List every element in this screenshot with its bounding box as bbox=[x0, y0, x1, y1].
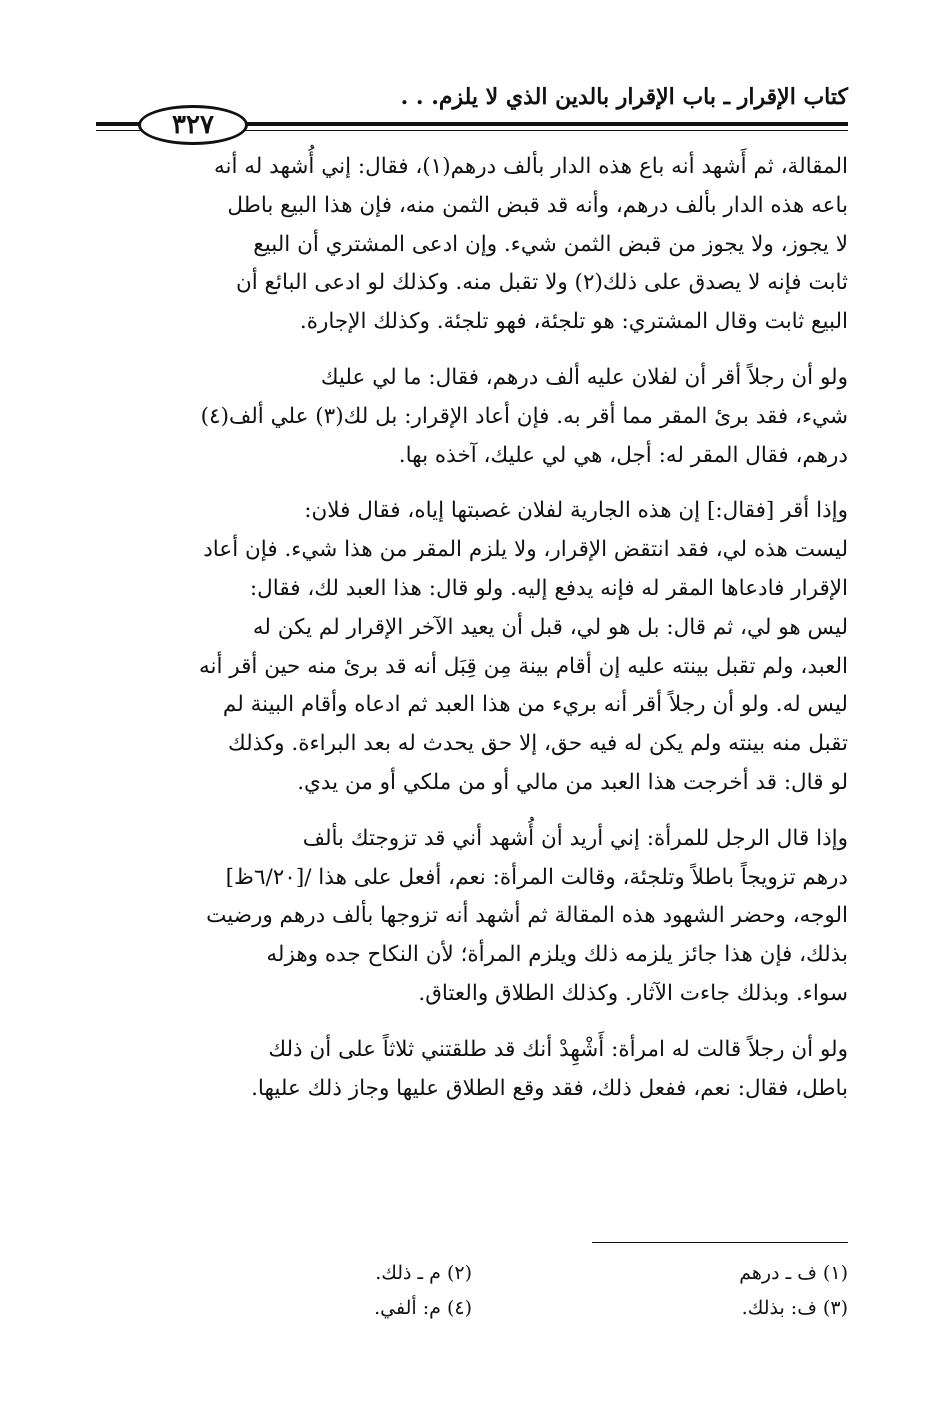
text-line: وإذا أقر [فقال:] إن هذه الجارية لفلان غصبتها إياه، فقال فلان: bbox=[304, 498, 848, 524]
text-line: درهم، فقال المقر له: أجل، هي لي عليك، آخذه بها. bbox=[398, 442, 848, 468]
text-line: تقبل منه بينته ولم يكن له فيه حق، إلا حق يحدث له بعد البراءة. وكذلك bbox=[227, 731, 848, 757]
text-line: لو قال: قد أخرجت هذا العبد من مالي أو من ملكي أو من يدي. bbox=[297, 769, 848, 795]
text-line: المقالة، ثم أَشهد أنه باع هذه الدار بألف درهم(١)، فقال: إني أُشهد له أنه bbox=[213, 154, 848, 179]
text-line: البيع ثابت وقال المشتري: هو تلجئة، فهو تلجئة. وكذلك الإجارة. bbox=[299, 309, 848, 335]
paragraph bbox=[96, 148, 848, 342]
running-header bbox=[96, 78, 848, 138]
text-line: شيء، فقد برئ المقر مما أقر به. فإن أعاد الإقرار: بل لك(٣) علي ألف(٤) bbox=[200, 403, 848, 429]
footnote-row bbox=[96, 1256, 848, 1291]
header-title: كتاب الإقرار ـ باب الإقرار بالدين الذي لا يلزم. . . bbox=[400, 84, 848, 110]
text-line: ليست هذه لي، فقد انتقض الإقرار، ولا يلزم المقر من هذا شيء. فإن أعاد bbox=[203, 537, 848, 563]
paragraph bbox=[96, 359, 848, 475]
text-line: الإقرار فادعاها المقر له فإنه يدفع إليه. ولو قال: هذا العبد لك، فقال: bbox=[249, 575, 848, 601]
text-line: الوجه، وحضر الشهود هذه المقالة ثم أشهد أنه تزوجها بألف درهم ورضيت bbox=[206, 903, 848, 929]
page-number: ٣٢٧ bbox=[138, 105, 248, 145]
footnote: (٢) م ـ ذلك. bbox=[375, 1262, 472, 1284]
text-line: ولو أن رجلاً قالت له امرأة: أَشْهِدْ أنك قد طلقتني ثلاثاً على أن ذلك bbox=[268, 1036, 848, 1062]
text-line: باطل، فقال: نعم، ففعل ذلك، فقد وقع الطلاق عليها وجاز ذلك عليها. bbox=[251, 1075, 848, 1101]
text-line: وإذا قال الرجل للمرأة: إني أريد أن أُشهد أني قد تزوجتك بألف bbox=[302, 825, 848, 851]
footnotes bbox=[96, 1256, 848, 1326]
footnote: (٤) م: ألفي. bbox=[374, 1297, 472, 1319]
paragraph bbox=[96, 820, 848, 1014]
text-line: ولو أن رجلاً أقر أن لفلان عليه ألف درهم، فقال: ما لي عليك bbox=[320, 364, 848, 390]
text-line: العبد، ولم تقبل بينته عليه إن أقام بينة مِن قِبَل أنه قد برئ منه حين أقر أنه bbox=[198, 653, 848, 679]
paragraph bbox=[96, 1031, 848, 1109]
text-line: ليس هو لي، ثم قال: بل هو لي، قبل أن يعيد الآخر الإقرار لم يكن له bbox=[252, 614, 848, 640]
text-line: درهم تزويجاً باطلاً وتلجئة، وقالت المرأة: نعم، أفعل على هذا /[٦/٢٠ظ] bbox=[225, 864, 848, 890]
text-line: ثابت فإنه لا يصدق على ذلك(٢) ولا تقبل منه. وكذلك لو ادعى البائع أن bbox=[235, 270, 848, 296]
footnote-row bbox=[96, 1291, 848, 1326]
text-line: ليس له. ولو أن رجلاً أقر أنه بريء من هذا العبد ثم ادعاه وأقام البينة لم bbox=[222, 692, 848, 718]
footnote: (٣) ف: بذلك. bbox=[741, 1297, 848, 1319]
text-line: لا يجوز، ولا يجوز من قبض الثمن شيء. وإن ادعى المشتري أن البيع bbox=[253, 231, 848, 257]
text-line: سواء. وبذلك جاءت الآثار. وكذلك الطلاق والعتاق. bbox=[418, 980, 848, 1006]
text-line: بذلك، فإن هذا جائز يلزمه ذلك ويلزم المرأة؛ لأن النكاح جده وهزله bbox=[266, 942, 848, 968]
text-line: باعه هذه الدار بألف درهم، وأنه قد قبض الثمن منه، فإن هذا البيع باطل bbox=[227, 192, 848, 218]
footnote: (١) ف ـ درهم bbox=[739, 1262, 848, 1284]
paragraph bbox=[96, 492, 848, 802]
main-text bbox=[96, 148, 848, 1125]
footnote-separator bbox=[592, 1242, 848, 1243]
